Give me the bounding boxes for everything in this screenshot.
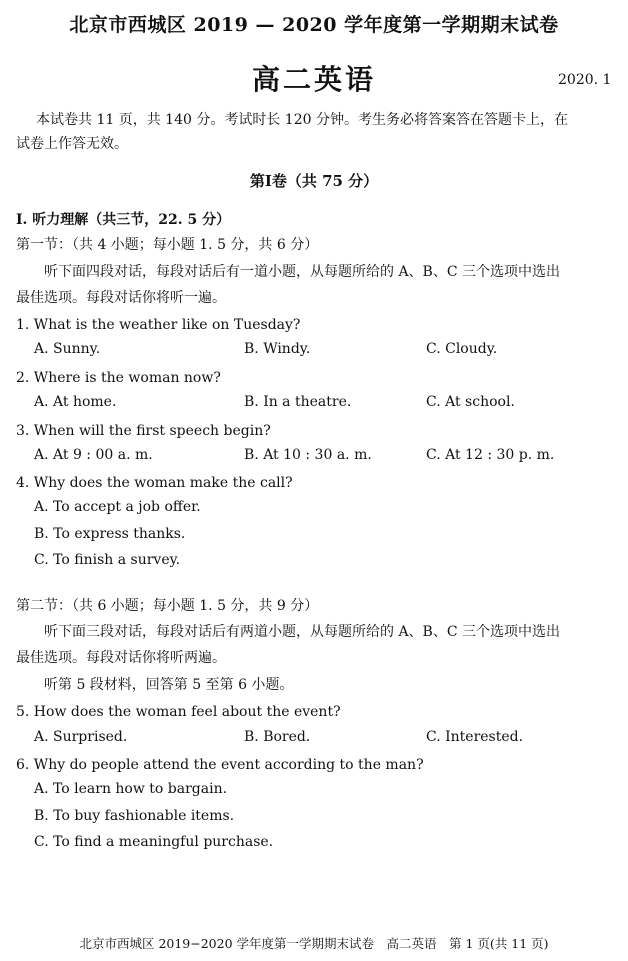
option-a: A. To accept a job offer. <box>34 499 201 515</box>
section2-instruction-3: 听第 5 段材料，回答第 5 至第 6 小题。 <box>44 677 294 693</box>
page-footer: 北京市西城区 2019−2020 学年度第一学期期末试卷 高二英语 第 1 页(共 11 页) <box>79 936 549 951</box>
question-stem: 5. How does the woman feel about the event? <box>16 704 341 720</box>
option-b: B. In a theatre. <box>244 394 352 410</box>
section2-instruction-1: 听下面三段对话，每段对话后有两道小题，从每题所给的 A、B、C 三个选项中选出 <box>44 624 561 640</box>
question-stem: 1. What is the weather like on Tuesday? <box>16 317 301 333</box>
section1-instruction-2: 最佳选项。每段对话你将听一遍。 <box>16 290 226 306</box>
exam-date: 2020. 1 <box>558 72 612 88</box>
section2-title: 第二节：（共 6 小题；每小题 1. 5 分，共 9 分） <box>16 598 319 614</box>
question-stem: 4. Why does the woman make the call? <box>16 475 293 491</box>
section1-instruction-1: 听下面四段对话，每段对话后有一道小题，从每题所给的 A、B、C 三个选项中选出 <box>44 264 561 280</box>
exam-title: 北京市西城区 2019 — 2020 学年度第一学期期末试卷 <box>69 14 559 36</box>
option-a: A. To learn how to bargain. <box>34 781 228 797</box>
section2-instruction-2: 最佳选项。每段对话你将听两遍。 <box>16 650 226 666</box>
section1-title: 第一节：（共 4 小题；每小题 1. 5 分，共 6 分） <box>16 237 319 253</box>
option-c: C. At 12 : 30 p. m. <box>426 447 555 463</box>
option-b: B. Bored. <box>244 729 311 745</box>
option-c: C. To finish a survey. <box>34 552 181 568</box>
option-a: A. Sunny. <box>34 341 101 357</box>
instructions-line-1: 本试卷共 11 页，共 140 分。考试时长 120 分钟。考生务必将答案答在答题卡上，在 <box>36 112 568 128</box>
part-title: Ⅰ. 听力理解（共三节，22. 5 分） <box>16 212 231 228</box>
question-stem: 3. When will the first speech begin? <box>16 423 271 439</box>
option-c: C. At school. <box>426 394 515 410</box>
instructions-line-2: 试卷上作答无效。 <box>16 136 128 152</box>
option-c: C. To find a meaningful purchase. <box>34 834 274 850</box>
option-c: C. Interested. <box>426 729 524 745</box>
option-a: A. At home. <box>34 394 117 410</box>
option-a: A. At 9 : 00 a. m. <box>34 447 153 463</box>
option-b: B. To buy fashionable items. <box>34 808 235 824</box>
option-a: A. Surprised. <box>34 729 128 745</box>
option-b: B. Windy. <box>244 341 311 357</box>
option-b: B. At 10 : 30 a. m. <box>244 447 372 463</box>
question-stem: 6. Why do people attend the event according to the man? <box>16 757 424 773</box>
option-b: B. To express thanks. <box>34 526 186 542</box>
volume-title: 第Ⅰ卷（共 75 分） <box>249 172 379 190</box>
subject-title: 高二英语 <box>251 63 376 96</box>
question-stem: 2. Where is the woman now? <box>16 370 221 386</box>
option-c: C. Cloudy. <box>426 341 498 357</box>
